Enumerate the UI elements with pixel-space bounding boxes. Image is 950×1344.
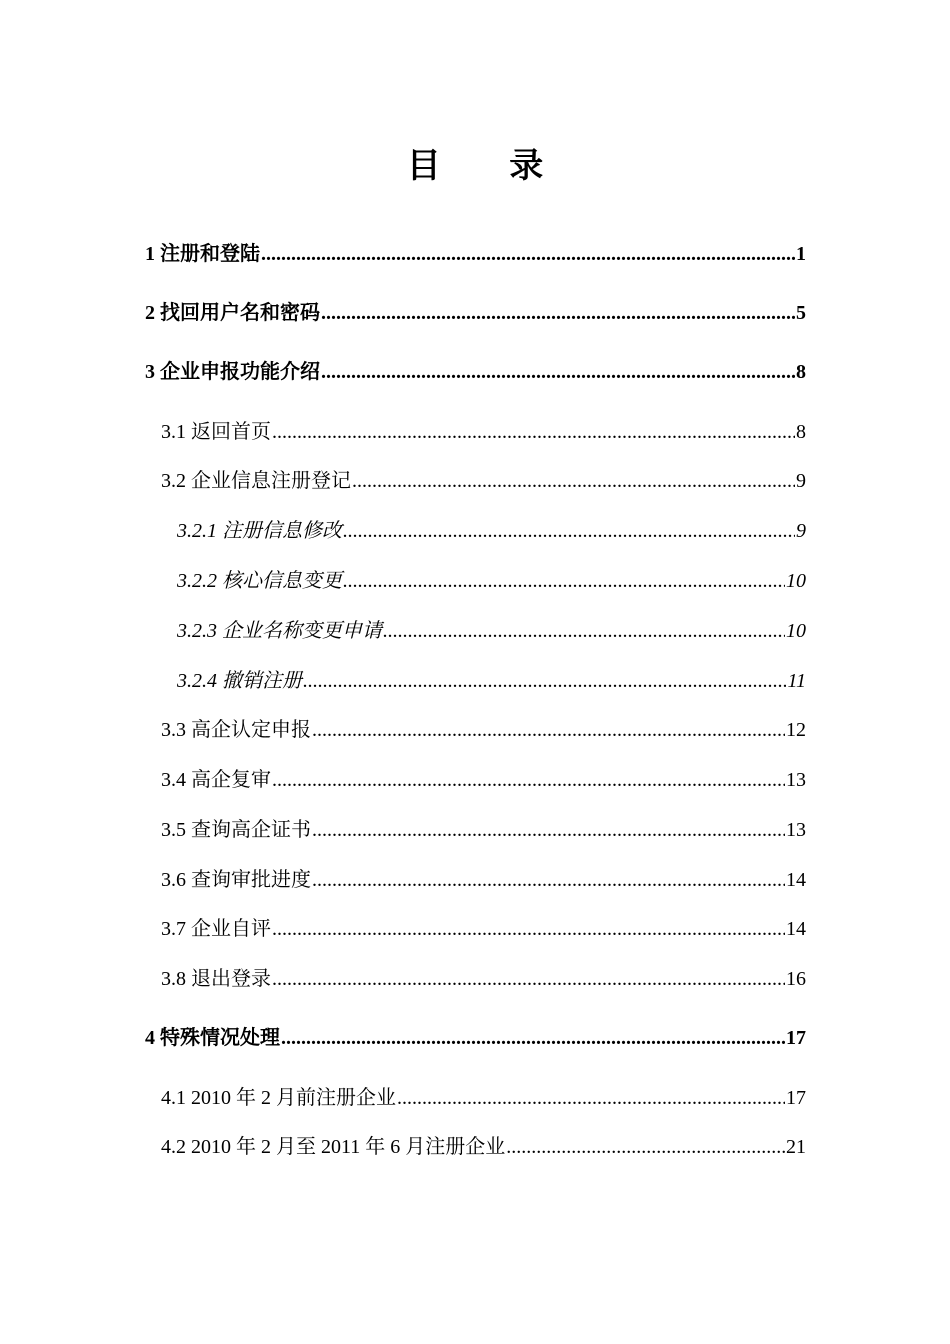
toc-entry-label: 3.2.3 企业名称变更申请 bbox=[177, 620, 382, 642]
dot-leader bbox=[321, 358, 795, 386]
toc-entry-label: 3.2.4 撤销注册 bbox=[177, 670, 302, 692]
toc-entry-label: 3.2 企业信息注册登记 bbox=[161, 470, 351, 492]
dot-leader bbox=[303, 667, 786, 695]
toc-entry-label: 4.1 2010 年 2 月前注册企业 bbox=[161, 1087, 396, 1109]
dot-leader bbox=[272, 418, 795, 446]
toc-entry-page: 14 bbox=[786, 918, 806, 940]
dot-leader bbox=[272, 965, 785, 993]
toc-entry-label: 3.2.1 注册信息修改 bbox=[177, 520, 342, 542]
dot-leader bbox=[343, 567, 785, 595]
toc-entry[interactable] bbox=[161, 418, 806, 446]
toc-entry-label: 3.3 高企认定申报 bbox=[161, 719, 311, 741]
dot-leader bbox=[397, 1084, 785, 1112]
toc-entry-page: 13 bbox=[786, 769, 806, 791]
toc-entry-page: 9 bbox=[796, 520, 806, 542]
toc-entry-page: 10 bbox=[786, 570, 806, 592]
toc-entry-page: 8 bbox=[796, 421, 806, 443]
dot-leader bbox=[261, 240, 795, 268]
toc-entry[interactable] bbox=[145, 299, 806, 327]
toc-entry[interactable] bbox=[161, 965, 806, 993]
toc-entry[interactable] bbox=[161, 467, 806, 495]
toc-entry[interactable] bbox=[145, 240, 806, 268]
dot-leader bbox=[272, 766, 785, 794]
toc-entry[interactable] bbox=[161, 816, 806, 844]
toc-entry[interactable] bbox=[145, 358, 806, 386]
toc-entry-label: 3.5 查询高企证书 bbox=[161, 819, 311, 841]
toc-entry[interactable] bbox=[177, 517, 806, 545]
toc-entry-page: 16 bbox=[786, 968, 806, 990]
toc-entry-page: 12 bbox=[786, 719, 806, 741]
toc-title: 目 录 bbox=[406, 148, 574, 185]
toc-entry-label: 3.7 企业自评 bbox=[161, 918, 271, 940]
toc-entry[interactable] bbox=[161, 716, 806, 744]
toc-entry-label: 3.1 返回首页 bbox=[161, 421, 271, 443]
toc-entry-page: 14 bbox=[786, 869, 806, 891]
dot-leader bbox=[312, 866, 785, 894]
dot-leader bbox=[506, 1133, 785, 1161]
toc-entry[interactable] bbox=[161, 1133, 806, 1161]
toc-entry[interactable] bbox=[161, 1084, 806, 1112]
toc-entry-label: 1 注册和登陆 bbox=[145, 243, 260, 265]
toc-entry-label: 4 特殊情况处理 bbox=[145, 1027, 280, 1049]
toc-entry-page: 13 bbox=[786, 819, 806, 841]
dot-leader bbox=[312, 816, 785, 844]
toc-entry-page: 8 bbox=[796, 361, 806, 383]
toc-entry[interactable] bbox=[177, 617, 806, 645]
toc-entry-page: 9 bbox=[796, 470, 806, 492]
dot-leader bbox=[343, 517, 795, 545]
toc-entry-label: 2 找回用户名和密码 bbox=[145, 302, 320, 324]
toc-entry-label: 3.6 查询审批进度 bbox=[161, 869, 311, 891]
toc-entry[interactable] bbox=[177, 667, 806, 695]
toc-entry-page: 21 bbox=[786, 1136, 806, 1158]
toc-entry-label: 3 企业申报功能介绍 bbox=[145, 361, 320, 383]
dot-leader bbox=[272, 915, 785, 943]
toc-entry-label: 3.4 高企复审 bbox=[161, 769, 271, 791]
toc-entry-page: 10 bbox=[786, 620, 806, 642]
toc-entry-page: 17 bbox=[786, 1027, 806, 1049]
toc-entry-page: 5 bbox=[796, 302, 806, 324]
toc-entry-label: 4.2 2010 年 2 月至 2011 年 6 月注册企业 bbox=[161, 1136, 506, 1158]
toc-entry[interactable] bbox=[161, 915, 806, 943]
toc-entry[interactable] bbox=[177, 567, 806, 595]
toc-entry-page: 1 bbox=[796, 243, 806, 265]
dot-leader bbox=[321, 299, 795, 327]
dot-leader bbox=[352, 467, 795, 495]
toc-entry-label: 3.8 退出登录 bbox=[161, 968, 271, 990]
toc-entry-page: 11 bbox=[787, 670, 806, 692]
toc-entry-label: 3.2.2 核心信息变更 bbox=[177, 570, 342, 592]
toc-entry-page: 17 bbox=[786, 1087, 806, 1109]
toc-entry[interactable] bbox=[161, 866, 806, 894]
dot-leader bbox=[383, 617, 785, 645]
dot-leader bbox=[312, 716, 785, 744]
toc-entry[interactable] bbox=[145, 1024, 806, 1052]
dot-leader bbox=[281, 1024, 785, 1052]
toc-entry[interactable] bbox=[161, 766, 806, 794]
